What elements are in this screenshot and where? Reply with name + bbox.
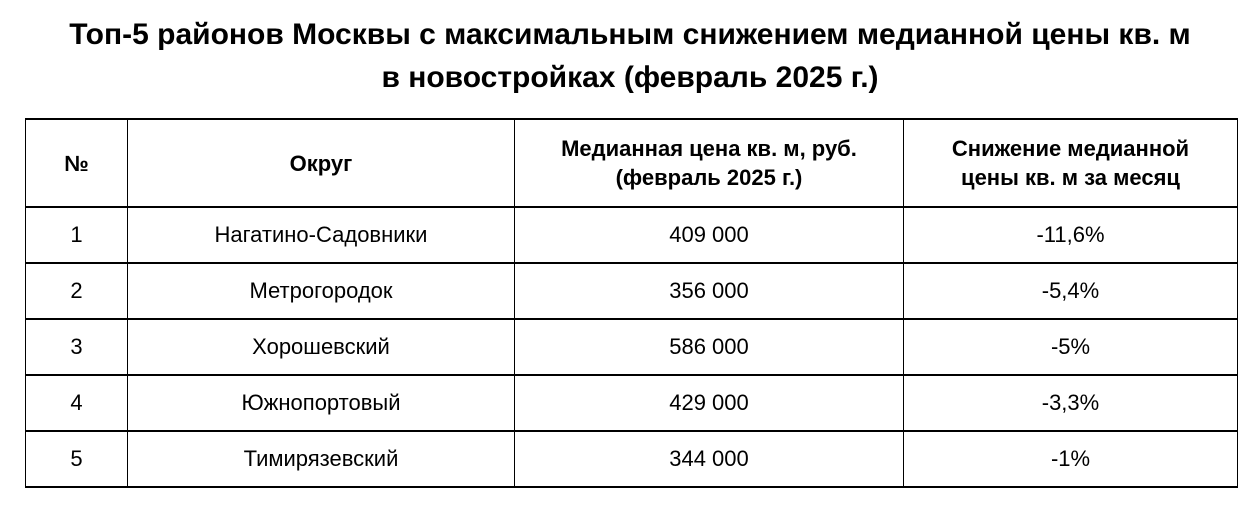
cell-district: Метрогородок xyxy=(128,263,515,319)
cell-num: 5 xyxy=(26,431,128,487)
col-header-district xyxy=(128,119,515,207)
cell-num: 3 xyxy=(26,319,128,375)
page-title xyxy=(0,0,1260,99)
cell-price: 586 000 xyxy=(515,319,904,375)
cell-district: Хорошевский xyxy=(128,319,515,375)
cell-price: 356 000 xyxy=(515,263,904,319)
cell-change: -1% xyxy=(904,431,1238,487)
table-row xyxy=(26,375,1238,431)
cell-price: 409 000 xyxy=(515,207,904,263)
cell-district: Нагатино-Садовники xyxy=(128,207,515,263)
cell-num: 1 xyxy=(26,207,128,263)
col-header-change-line2: цены кв. м за месяц xyxy=(961,165,1180,190)
table-header-row xyxy=(26,119,1238,207)
table-row xyxy=(26,263,1238,319)
col-header-change xyxy=(904,119,1238,207)
table-header xyxy=(26,119,1238,207)
data-table xyxy=(25,118,1238,488)
cell-change: -5,4% xyxy=(904,263,1238,319)
page-title-line2: в новостройках (февраль 2025 г.) xyxy=(381,61,879,94)
cell-change: -5% xyxy=(904,319,1238,375)
cell-district: Тимирязевский xyxy=(128,431,515,487)
page-title-line1: Топ-5 районов Москвы с максимальным снижением медианной цены кв. м xyxy=(69,18,1191,51)
cell-change: -11,6% xyxy=(904,207,1238,263)
table-row xyxy=(26,319,1238,375)
table-row xyxy=(26,431,1238,487)
cell-num: 2 xyxy=(26,263,128,319)
cell-change: -3,3% xyxy=(904,375,1238,431)
cell-price: 344 000 xyxy=(515,431,904,487)
cell-num: 4 xyxy=(26,375,128,431)
col-header-price xyxy=(515,119,904,207)
col-header-district-label: Округ xyxy=(289,150,353,176)
col-header-change-line1: Снижение медианной xyxy=(951,136,1190,161)
col-header-num-label: № xyxy=(64,150,89,176)
cell-price: 429 000 xyxy=(515,375,904,431)
table-row xyxy=(26,207,1238,263)
table-body xyxy=(26,207,1238,487)
col-header-num xyxy=(26,119,128,207)
col-header-price-line1: Медианная цена кв. м, руб. xyxy=(561,136,857,161)
col-header-price-line2: (февраль 2025 г.) xyxy=(615,165,803,190)
cell-district: Южнопортовый xyxy=(128,375,515,431)
